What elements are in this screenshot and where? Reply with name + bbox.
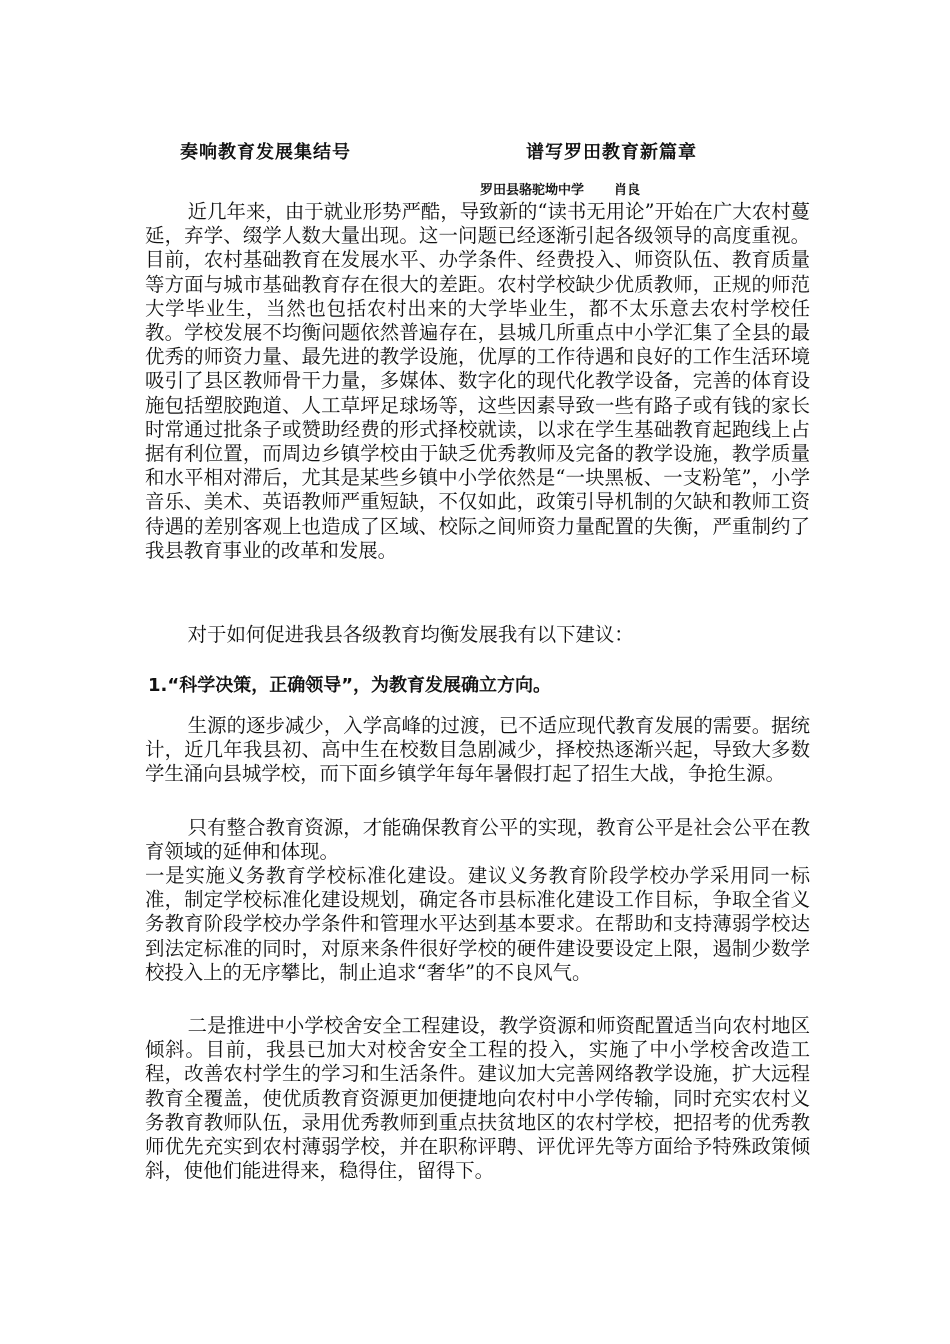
paragraph-suggestions-lead: 对于如何促进我县各级教育均衡发展我有以下建议： xyxy=(187,623,634,646)
paragraph-intro: 近几年来，由于就业形势严酷，导致新的“读书无用论”开始在广大农村蔓延，弃学、缀学人数大量出现。这一问题已经逐渐引起各级领导的高度重视。目前，农村基础教育在发展水平、办学条件、经费投入、师资队伍、教育质量等方面与城市基础教育存在很大的差距。农村学校缺少优质教师，正规的师范大学毕业生，当然也包括农村出来的大学毕业生，都不太乐意去农村学校任教。学校发展不均衡问题依然普遍存在，县城几所重点中小学汇集了全县的最优秀的师资力量、最先进的教学设施，优厚的工作待遇和良好的工作生活环境吸引了县区教师骨干力量，多媒体、数字化的现代化教学设备，完善的体育设施包括塑胶跑道、人工草坪足球场等，这些因素导致一些有路子或有钱的家长时常通过批条子或赞助经费的形式择校就读，以求在学生基础教育起跑线上占据有利位置，而周边乡镇学校由于缺乏优秀教师及完备的教学设施，教学质量和水平相对滞后，尤其是某些乡镇中小学依然是“一块黑板、一支粉笔”，小学音乐、美术、英语教师严重短缺，不仅如此，政策引导机制的欠缺和教师工资待遇的差别客观上也造成了区域、校际之间师资力量配置的失衡，严重制约了我县教育事业的改革和发展。 xyxy=(145,200,810,562)
title-right: 谱写罗田教育新篇章 xyxy=(526,142,697,163)
paragraph-enrollment: 生源的逐步减少，入学高峰的过渡，已不适应现代教育发展的需要。据统计，近几年我县初、高中生在校数目急剧减少，择校热逐渐兴起，导致大多数学生涌向县城学校，而下面乡镇学年每年暑假打起了招生大战，争抢生源。 xyxy=(145,714,810,786)
paragraph-standardization: 一是实施义务教育学校标准化建设。建议义务教育阶段学校办学采用同一标准，制定学校标准化建设规划，确定各市县标准化建设工作目标，争取全省义务教育阶段学校办学条件和管理水平达到基本要求。在帮助和支持薄弱学校达到法定标准的同时，对原来条件很好学校的硬件建设要设定上限，遏制少数学校投入上的无序攀比，制止追求“奢华”的不良风气。 xyxy=(145,864,810,984)
byline-author: 肖良 xyxy=(614,183,641,198)
document-title xyxy=(180,138,780,166)
paragraph-equity: 只有整合教育资源，才能确保教育公平的实现，教育公平是社会公平在教育领域的延伸和体现。 xyxy=(145,816,810,864)
section-heading-1: 1.“科学决策，正确领导”，为教育发展确立方向。 xyxy=(148,675,552,696)
paragraph-safety-project: 二是推进中小学校舍安全工程建设，教学资源和师资配置适当向农村地区倾斜。目前，我县已加大对校舍安全工程的投入，实施了中小学校舍改造工程，改善农村学生的学习和生活条件。建议加大完善网络教学设施，扩大远程教育全覆盖，使优质教育资源更加便捷地向农村中小学传输，同时充实农村义务教育教师队伍，录用优秀教师到重点扶贫地区的农村学校，把招考的优秀教师优先充实到农村薄弱学校，并在职称评聘、评优评先等方面给予特殊政策倾斜，使他们能进得来，稳得住，留得下。 xyxy=(145,1014,810,1183)
byline-school: 罗田县骆驼坳中学 xyxy=(480,183,585,198)
title-left: 奏响教育发展集结号 xyxy=(180,142,351,163)
byline xyxy=(480,179,640,198)
